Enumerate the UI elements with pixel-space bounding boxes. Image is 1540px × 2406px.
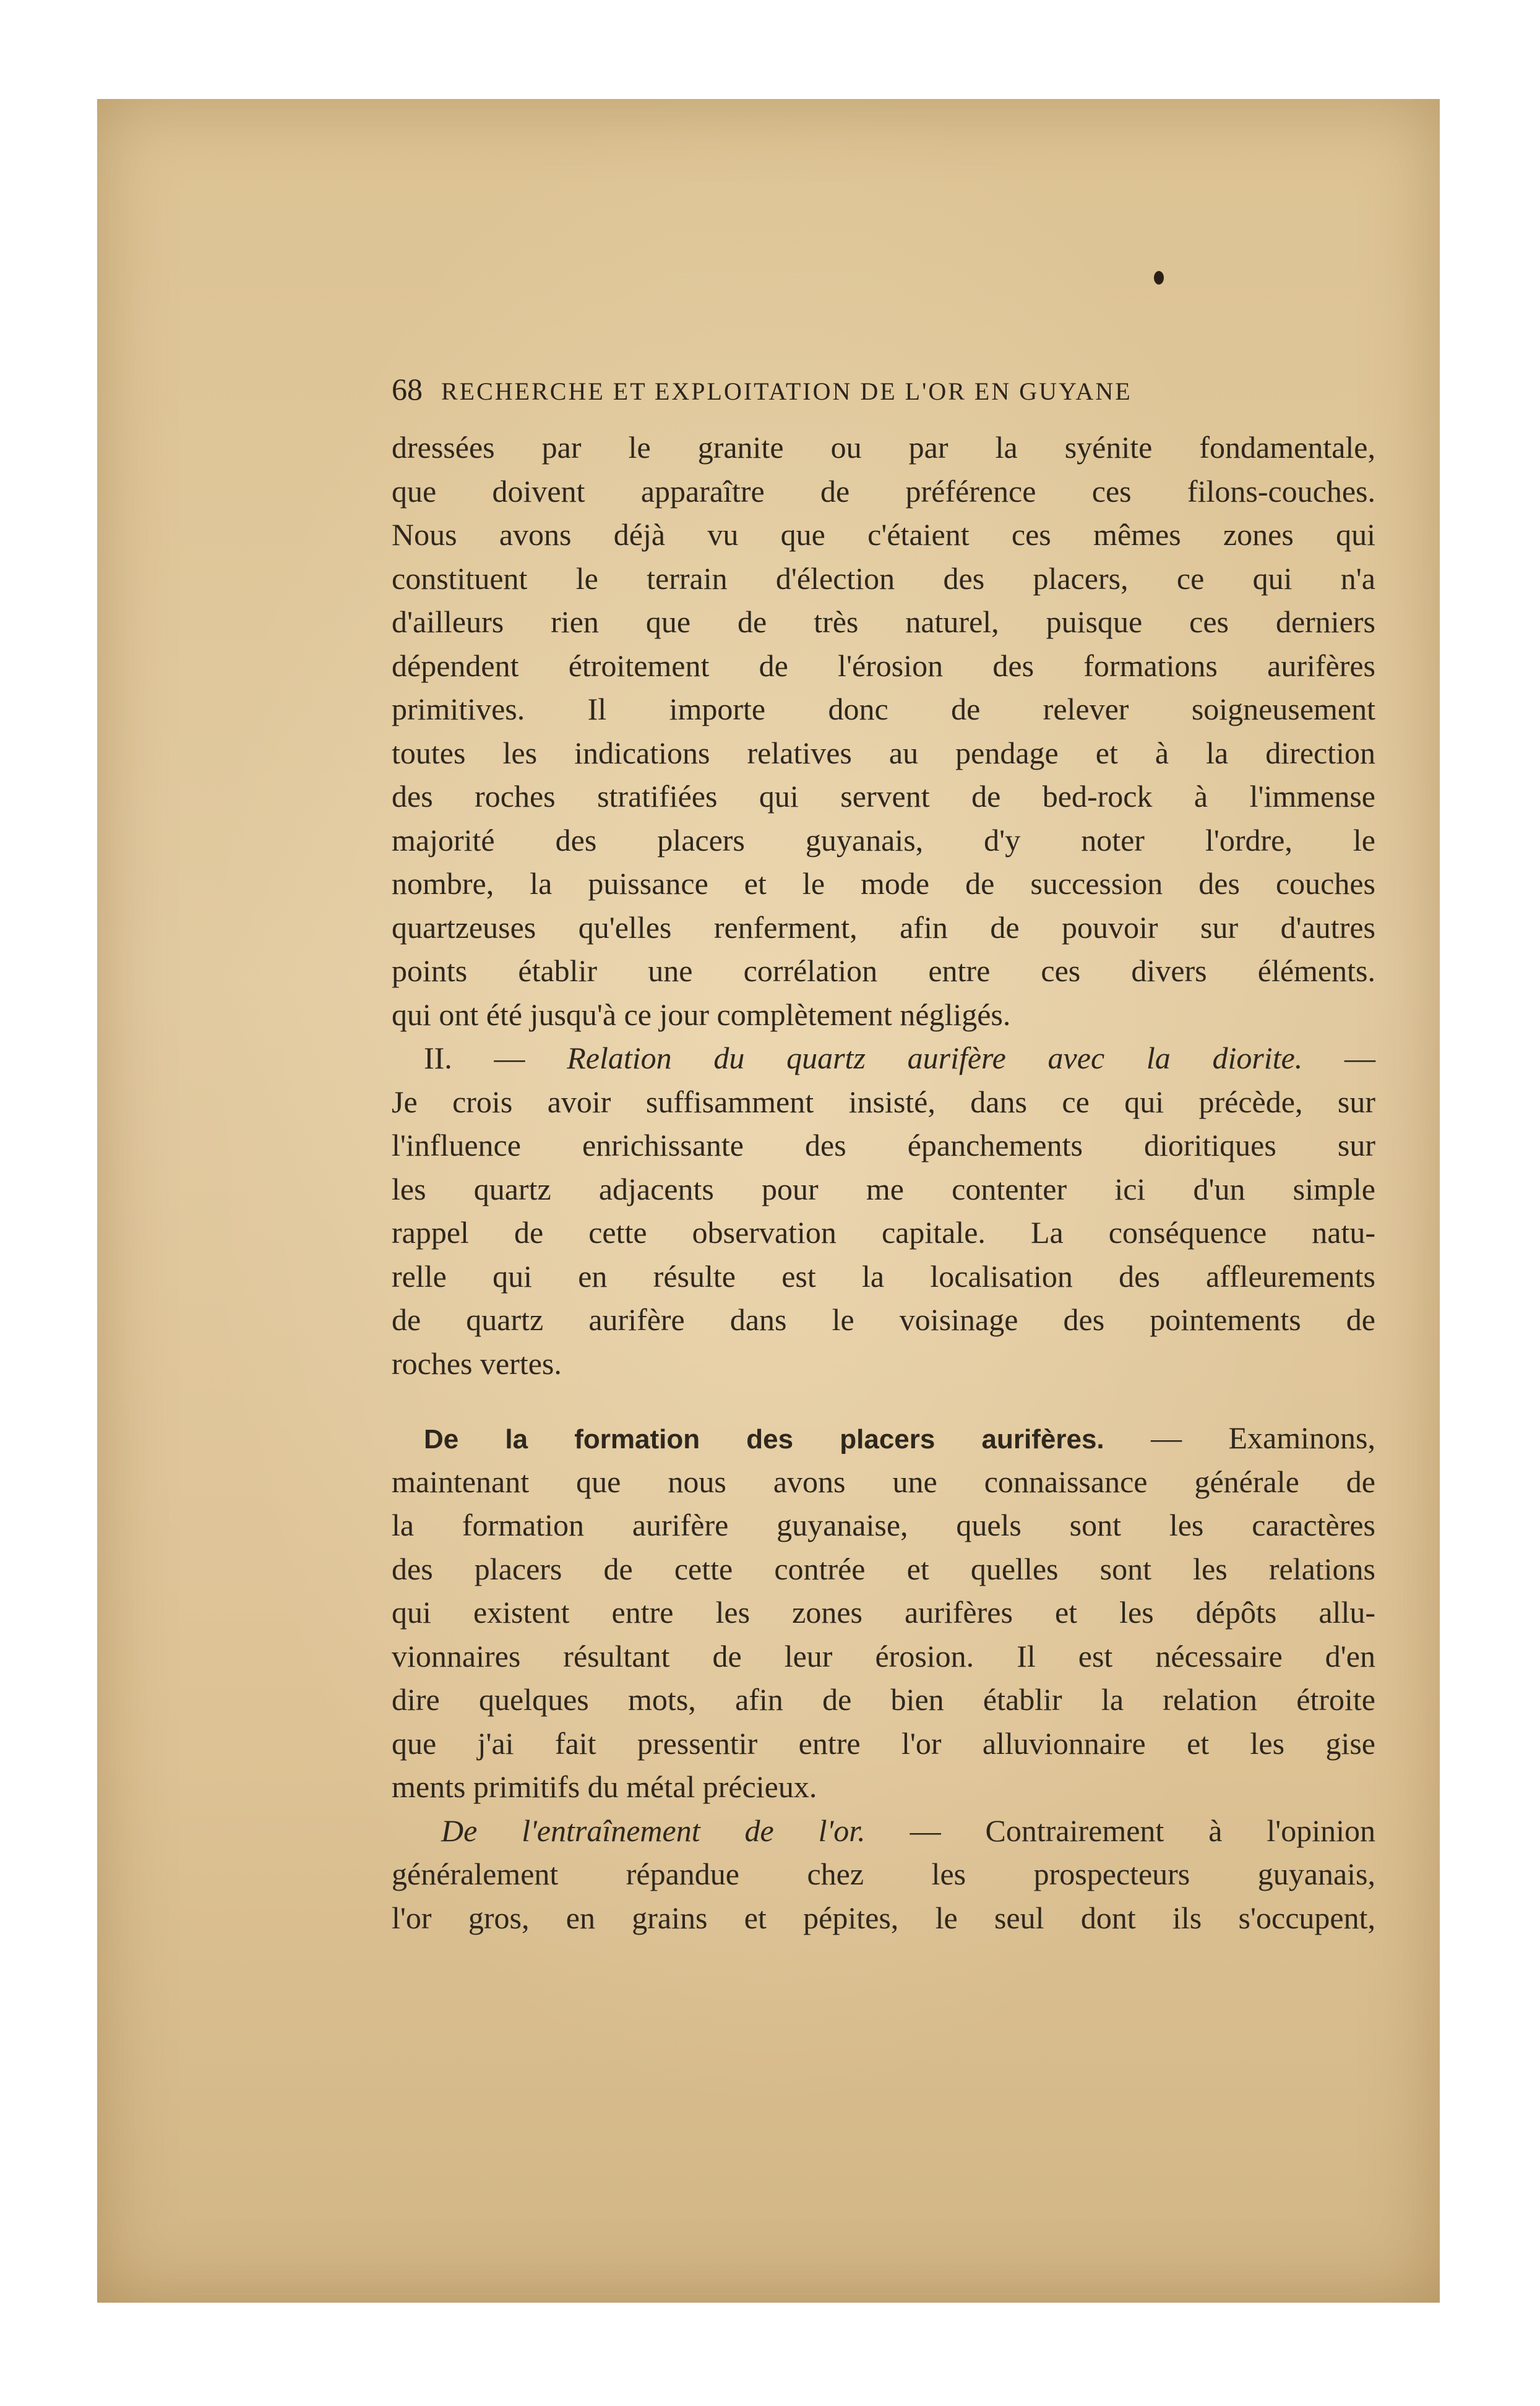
text-line: dire quelques mots, afin de bien établir la relation étroite: [392, 1682, 1375, 1717]
text-line: quartzeuses qu'elles renferment, afin de pouvoir sur d'autres: [392, 909, 1375, 945]
text-line: constituent le terrain d'élection des placers, ce qui n'a: [392, 561, 1375, 596]
running-title: RECHERCHE ET EXPLOITATION DE L'OR EN GUYANE: [441, 377, 1132, 405]
heading-dash: —: [1344, 1041, 1375, 1075]
text-line: primitives. Il importe donc de relever soigneusement: [392, 692, 1375, 726]
text-line: que doivent apparaître de préférence ces filons-couches.: [392, 473, 1375, 509]
text-line: des placers de cette contrée et quelles sont les relations: [392, 1551, 1375, 1586]
text-line: majorité des placers guyanais, d'y noter l'ordre, le: [392, 822, 1375, 857]
subsection-heading-line: [392, 1036, 1375, 1080]
section-heading-line: [392, 1416, 1375, 1460]
ink-speck: [1154, 271, 1164, 285]
subsection-number: II. —: [424, 1041, 525, 1075]
subsection-lead: — Contrairement à l'opinion: [910, 1813, 1376, 1848]
section-spacer: [392, 1385, 1375, 1416]
text-line: la formation aurifère guyanaise, quels sont les caractères: [392, 1508, 1375, 1542]
text-line: d'ailleurs rien que de très naturel, puisque ces derniers: [392, 604, 1375, 639]
text-line: Nous avons déjà vu que c'étaient ces mêmes zones qui: [392, 517, 1375, 552]
text-line: relle qui en résulte est la localisation des affleurements: [392, 1258, 1375, 1294]
book-page: [97, 99, 1440, 2303]
page-number: 68: [392, 372, 423, 406]
text-line: Je crois avoir suffisamment insisté, dans ce qui précède, sur: [392, 1084, 1375, 1119]
text-line: qui existent entre les zones aurifères et les dépôts allu-: [392, 1595, 1375, 1630]
text-line: maintenant que nous avons une connaissance générale de: [392, 1464, 1375, 1499]
text-line: des roches stratifiées qui servent de bed-rock à l'immense: [392, 779, 1375, 814]
section-lead: — Examinons,: [1151, 1420, 1375, 1455]
text-line: l'influence enrichissante des épanchements dioritiques sur: [392, 1128, 1375, 1162]
text-line: les quartz adjacents pour me contenter ici d'un simple: [392, 1171, 1375, 1206]
text-line: ments primitifs du métal précieux.: [392, 1769, 817, 1804]
text-line: généralement répandue chez les prospecteurs guyanais,: [392, 1857, 1375, 1891]
text-line: l'or gros, en grains et pépites, le seul dont ils s'occupent,: [392, 1900, 1375, 1935]
subsection-heading: Relation du quartz aurifère avec la diorite.: [567, 1041, 1303, 1075]
text-line: de quartz aurifère dans le voisinage des pointements de: [392, 1302, 1375, 1337]
text-line: points établir une corrélation entre ces divers éléments.: [392, 953, 1375, 988]
text-line: que j'ai fait pressentir entre l'or alluvionnaire et les gise: [392, 1725, 1375, 1761]
subsection-heading-line: [392, 1809, 1375, 1853]
text-line: roches vertes.: [392, 1346, 562, 1381]
subsection-heading: De l'entraînement de l'or.: [441, 1813, 866, 1848]
text-line: nombre, la puissance et le mode de succession des couches: [392, 866, 1375, 901]
text-line: vionnaires résultant de leur érosion. Il est nécessaire d'en: [392, 1638, 1375, 1673]
text-line: dépendent étroitement de l'érosion des formations aurifères: [392, 648, 1375, 683]
text-line: dressées par le granite ou par la syénite fondamentale,: [392, 430, 1375, 465]
text-line: rappel de cette observation capitale. La conséquence natu-: [392, 1215, 1375, 1250]
body-text: [392, 426, 1375, 1940]
running-head: [392, 371, 1375, 407]
text-line: qui ont été jusqu'à ce jour complètement négligés.: [392, 997, 1011, 1032]
section-heading: De la formation des placers aurifères.: [424, 1424, 1104, 1454]
text-line: toutes les indications relatives au pendage et à la direction: [392, 735, 1375, 770]
